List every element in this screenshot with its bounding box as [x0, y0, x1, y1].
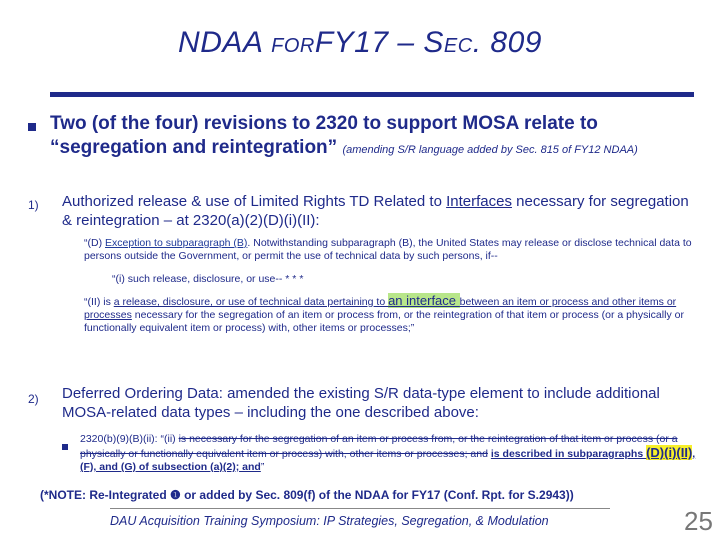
item-number-1: 1) — [28, 198, 39, 212]
item-number-2: 2) — [28, 392, 39, 406]
footer-divider — [110, 508, 610, 509]
page-number: 25 — [684, 506, 713, 536]
quote-ii: “(II) is a release, disclosure, or use of technical data pertaining to an interface between an item or process and other items or processes necessary for the segregation of an item or process from, or the reintegration of that item or process (or a physically or functionally equivalent item or process) with, other items or processes;” — [84, 293, 684, 334]
dii-highlight: (D)(i)(II) — [646, 445, 693, 460]
quote-i: “(i) such release, disclosure, or use-- * * * — [112, 273, 304, 285]
square-bullet-icon — [62, 437, 68, 455]
footnote: (*NOTE: Re-Integrated ❶ or added by Sec. 809(f) of the NDAA for FY17 (Conf. Rpt. for S.2943)) — [40, 488, 574, 502]
quote-2320b: 2320(b)(9)(B)(ii): “(ii) is necessary for the segregation of an item or process from, or the reintegration of that item or process (or a physically or functionally equivalent item or process) with, other items or processes; and is described in subparagraphs (D)(i)(II), (F), and (G) of subsection (a)(2); and” — [80, 433, 696, 473]
title-divider — [50, 92, 694, 97]
quote-d: “(D) Exception to subparagraph (B). Notwithstanding subparagraph (B), the United States may release or disclose technical data to persons outside the Government, or permit the use of technical data by such persons, if-- — [84, 237, 692, 262]
slide-title: NDAA FORFY17 – SEC. 809 — [178, 26, 542, 59]
footer-text: DAU Acquisition Training Symposium: IP Strategies, Segregation, & Modulation — [110, 514, 549, 528]
bullet-main-note: (amending S/R language added by Sec. 815 of FY12 NDAA) — [342, 144, 638, 156]
bullet-main — [50, 112, 700, 162]
bullet-main-text: Two (of the four) revisions to 2320 to support MOSA relate to “segregation and reintegration” — [50, 113, 598, 158]
item-2-text: Deferred Ordering Data: amended the existing S/R data-type element to include additional MOSA-related data types – including the one described above: — [62, 385, 660, 421]
item-1-text: Authorized release & use of Limited Rights TD Related to Interfaces necessary for segregation & reintegration – at 2320(a)(2)(D)(i)(II): — [62, 193, 689, 229]
interface-highlight: an interface — [388, 293, 460, 308]
square-bullet-icon — [28, 118, 36, 136]
